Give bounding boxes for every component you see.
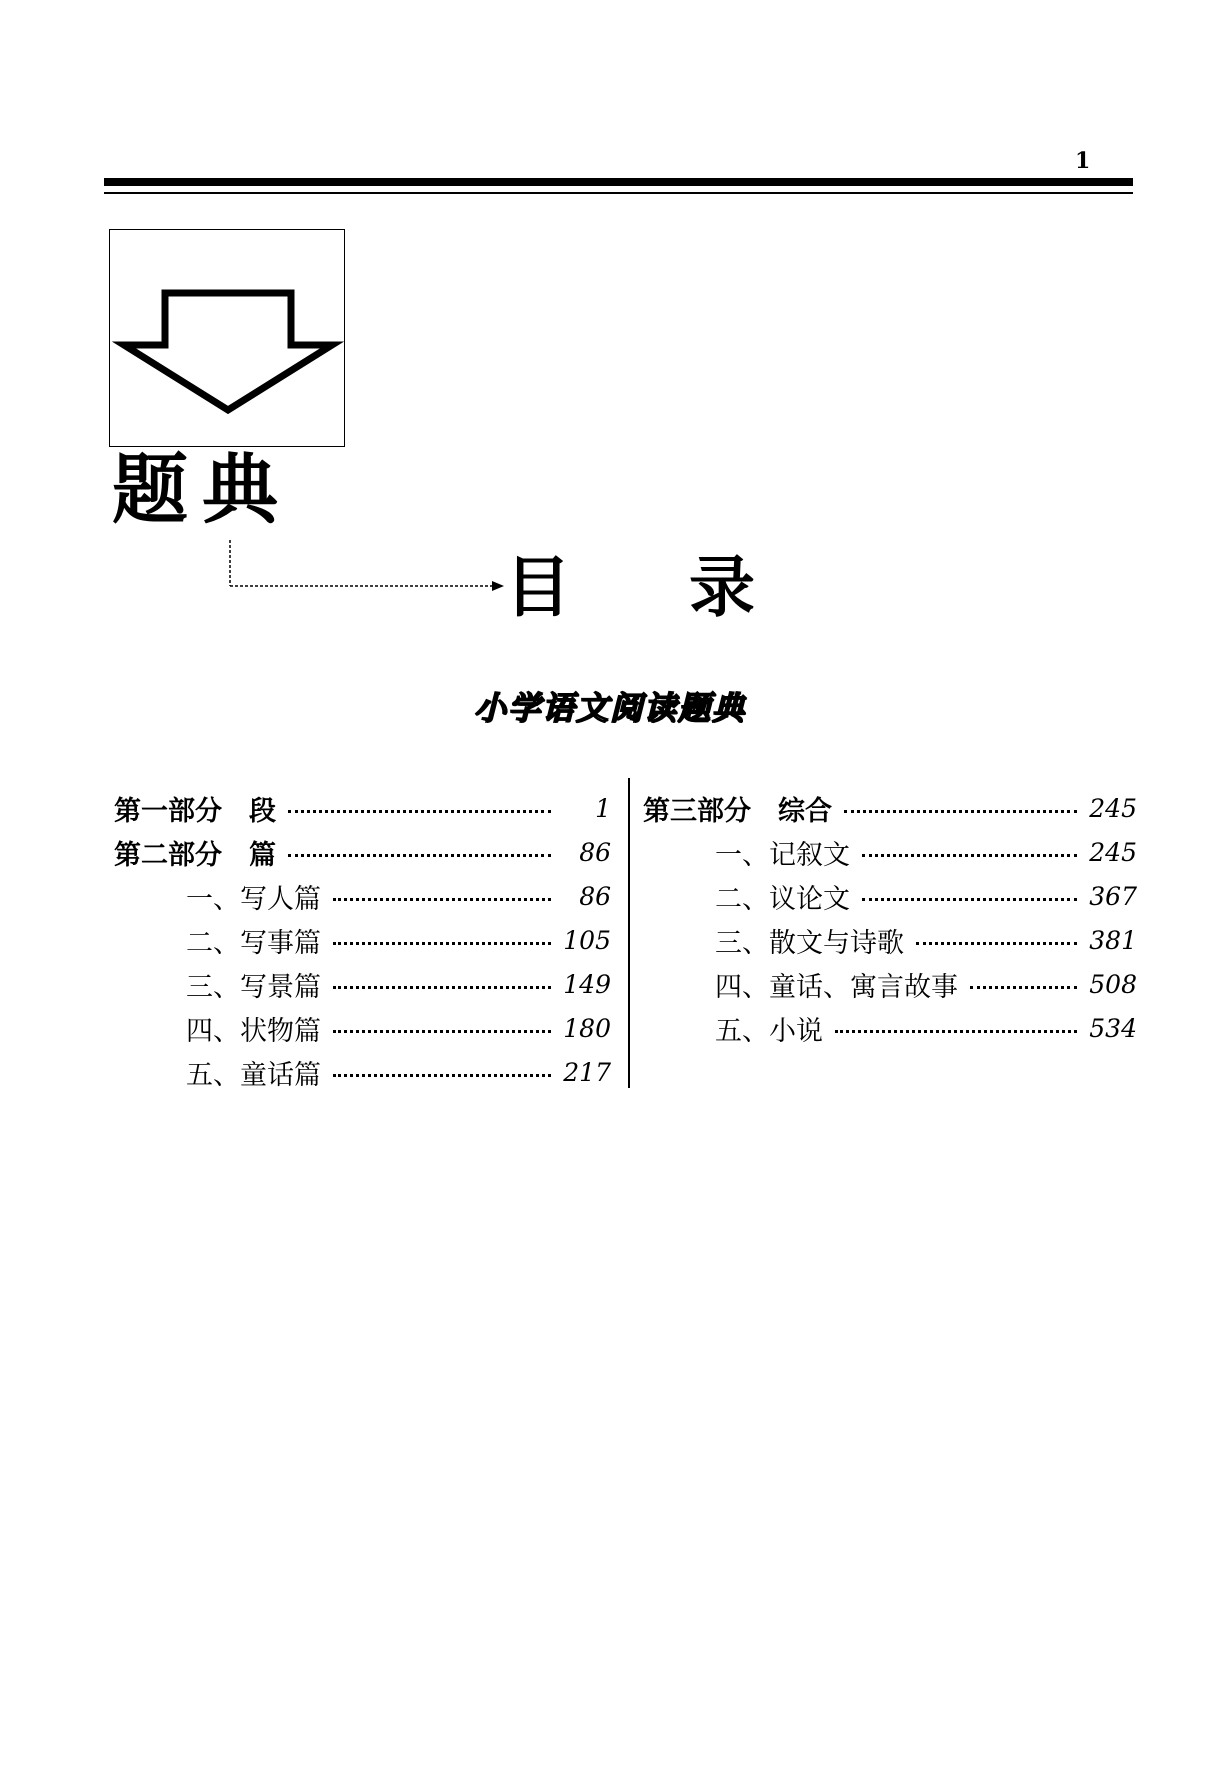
- connector-arrow: [220, 538, 510, 598]
- toc-entry-page: 245: [1089, 837, 1137, 867]
- toc-entry[interactable]: [643, 786, 1137, 830]
- leader-dots: [862, 854, 1077, 857]
- toc-entry-page: 534: [1089, 1013, 1137, 1043]
- toc-entry-title: 五、童话篇: [186, 1059, 321, 1091]
- leader-dots: [333, 986, 551, 989]
- leader-dots: [844, 810, 1077, 813]
- leader-dots: [916, 942, 1077, 945]
- toc-entry-page: 381: [1089, 925, 1137, 955]
- toc-entry-page: 86: [579, 837, 611, 867]
- toc-entry[interactable]: [114, 830, 611, 874]
- toc-entry-title: 第三部分 综合: [643, 795, 832, 827]
- toc-entry-page: 245: [1089, 793, 1137, 823]
- toc-entry-page: 180: [563, 1013, 611, 1043]
- leader-dots: [333, 942, 551, 945]
- toc-entry[interactable]: [643, 830, 1137, 874]
- book-title: 小学语文阅读题典: [473, 689, 746, 727]
- toc-entry-page: 367: [1089, 881, 1137, 911]
- column-divider: [628, 778, 630, 1088]
- toc-heading-char2: 录: [689, 549, 755, 626]
- toc-entry-title: 二、议论文: [715, 883, 850, 915]
- toc-entry-page: 508: [1089, 969, 1137, 999]
- leader-dots: [288, 810, 551, 813]
- leader-dots: [333, 898, 551, 901]
- toc-entry[interactable]: [114, 1006, 611, 1050]
- toc-heading-char1: 目: [505, 549, 571, 626]
- page-number: 1: [1075, 148, 1091, 174]
- toc-entry[interactable]: [114, 874, 611, 918]
- leader-dots: [970, 986, 1077, 989]
- toc-entry-page: 149: [563, 969, 611, 999]
- toc-entry-title: 四、状物篇: [186, 1015, 321, 1047]
- toc-entry-title: 一、写人篇: [186, 883, 321, 915]
- header-rule-thin: [104, 192, 1133, 194]
- toc-entry-title: 第一部分 段: [114, 795, 276, 827]
- arrow-box: [109, 229, 345, 447]
- toc-entry-page: 1: [595, 793, 611, 823]
- toc-entry-title: 四、童话、寓言故事: [715, 971, 958, 1003]
- toc-entry-title: 三、写景篇: [186, 971, 321, 1003]
- toc-entry[interactable]: [643, 962, 1137, 1006]
- toc-entry[interactable]: [114, 786, 611, 830]
- toc-entry-title: 五、小说: [715, 1015, 823, 1047]
- toc-entry-page: 217: [563, 1057, 611, 1087]
- leader-dots: [835, 1030, 1077, 1033]
- header-rule-thick: [104, 178, 1133, 186]
- toc-entry[interactable]: [114, 1050, 611, 1094]
- toc-entry[interactable]: [114, 918, 611, 962]
- toc-entry[interactable]: [643, 1006, 1137, 1050]
- leader-dots: [862, 898, 1077, 901]
- leader-dots: [288, 854, 551, 857]
- section-label: 题典: [112, 445, 292, 534]
- toc-entry[interactable]: [114, 962, 611, 1006]
- toc-entry[interactable]: [643, 918, 1137, 962]
- toc-entry-page: 105: [563, 925, 611, 955]
- toc-heading: [505, 549, 755, 626]
- leader-dots: [333, 1030, 551, 1033]
- toc-entry-title: 二、写事篇: [186, 927, 321, 959]
- toc-entry-title: 三、散文与诗歌: [715, 927, 904, 959]
- toc-entry-page: 86: [579, 881, 611, 911]
- toc-entry-title: 第二部分 篇: [114, 839, 276, 871]
- down-arrow-icon: [110, 230, 346, 448]
- toc-entry-title: 一、记叙文: [715, 839, 850, 871]
- toc-right-column: [643, 786, 1137, 1050]
- leader-dots: [333, 1074, 551, 1077]
- toc-left-column: [114, 786, 611, 1094]
- toc-entry[interactable]: [643, 874, 1137, 918]
